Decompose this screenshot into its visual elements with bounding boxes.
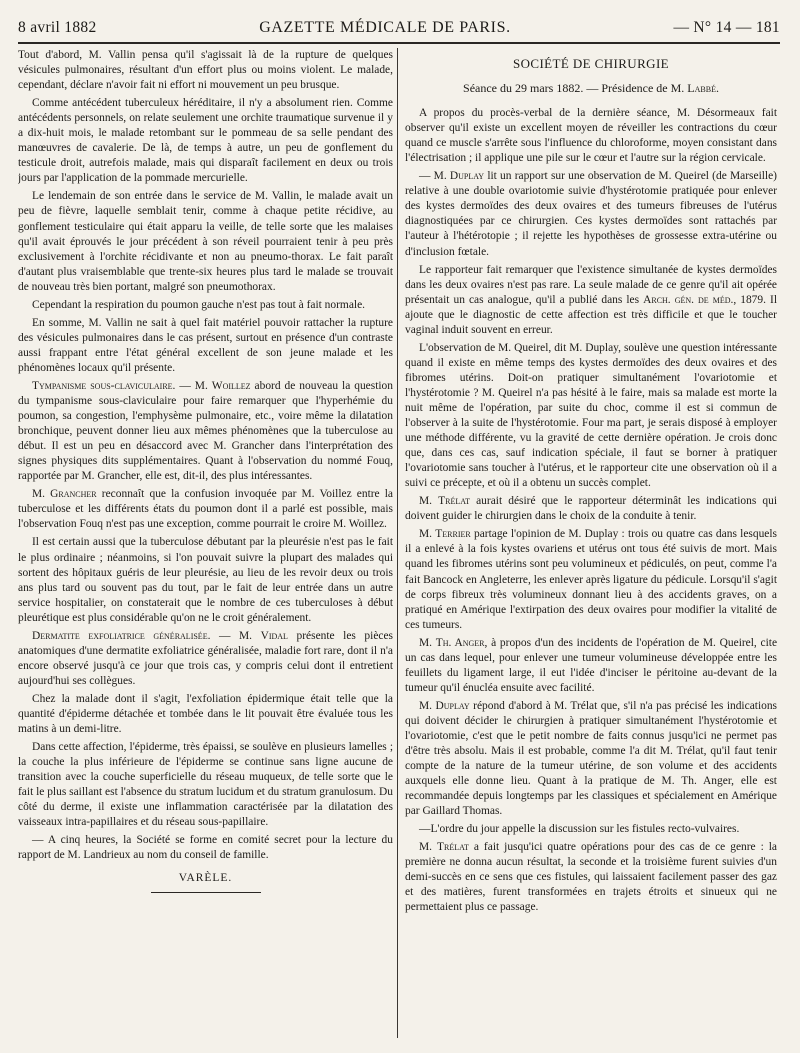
paragraph-text: présente les pièces anatomiques d'une dermatite exfoliatrice généralisée, maladie fort rare, dont il n'a encore observé jusqu'à ce jour que trois cas, y compris celui dont il entretient aujourd'hui ses collègues. xyxy=(18,629,393,687)
paragraph: —L'ordre du jour appelle la discussion sur les fistules recto-vulvaires. xyxy=(419,823,740,836)
author-name: Duplay xyxy=(435,699,470,712)
journal-reference: Arch. gén. de méd. xyxy=(643,293,734,306)
paragraph-anger: M. Th. Anger, à propos d'un des incidents de l'opération de M. Queirel, cite un cas dans lequel, pour enlever une tumeur volumineuse développée entre les feuillets du ligament large, il eut l'idée d'inciser le péritoine au-devant de la tumeur qu'il énucléa ensuite avec facilité. xyxy=(405,636,777,694)
right-column xyxy=(405,48,777,1038)
paragraph-text: partage l'opinion de M. Duplay : trois ou quatre cas dans lesquels il a enlevé à la fois kystes ovariens et utérus ont tous été suivis de mort. Mais quand les fibromes utérins sont peu volumineux et pédiculés, on peut, comme l'a fait Bancock en Angleterre, les enlever après ligature du pédicule. Lorsqu'il s'agit de corps fibreux très volumineux donnant lieu à des accidents graves, on a pratiqué en Amérique l'extirpation des deux ovaires pour modifier la vitalité de ces tumeurs. xyxy=(405,528,777,631)
left-column xyxy=(18,48,393,1038)
column-divider xyxy=(397,48,398,1038)
paragraph-text: abord de nouveau la question du tympanisme sous-claviculaire pour faire remarquer que l'hyperhémie du poumon, sa congestion, l'emphysème pulmonaire, etc., voire même la dilatation bronchique, peuvent donner lieu aux mêmes phénomènes que la tuberculose au début. Il est un peu en désaccord avec M. Grancher dans l'interprétation des signes physiques dits supplémentaires. Quant à l'observation du nommé Fouq, rapportée par M. Grancher, elle est, dit-il, des plus intéressantes. xyxy=(18,379,393,483)
paragraph: En somme, M. Vallin ne sait à quel fait matériel pouvoir rattacher la rupture des vésicules pulmonaires dans le cas présent, surtout en présence d'un contraste aussi frappant entre l'état général excellent de son jeune malade et les phénomènes locaux qu'il présente. xyxy=(18,316,393,374)
paragraph: Cependant la respiration du poumon gauche n'est pas tout à fait normale. xyxy=(32,298,366,311)
paragraph: Chez la malade dont il s'agit, l'exfoliation épidermique était telle que la quantité d'épiderme détachée et tombée dans le lit pouvait être évaluée tous les matins à un demi-litre. xyxy=(18,692,393,736)
paragraph-duplay: — M. Duplay lit un rapport sur une observation de M. Queirel (de Marseille) relative à une double ovariotomie suivie d'hystérotomie pratiquée pour enlever des kystes dermoïdes des deux ovaires et des tumeurs fibreuses de l'utérus diagnostiquées par ce chirurgien. Ces kystes dermoïdes sont rattachés par l'auteur à l'hétérotopie ; il rejette les hypothèses de grossesse extra-utérine ou d'inclusion fœtale. xyxy=(405,170,777,258)
paragraph-terrier: M. Terrier partage l'opinion de M. Duplay : trois ou quatre cas dans lesquels il a enlevé à la fois kystes ovariens et utérus ont tous été suivis de mort. Mais quand les fibromes utérins sont peu volumineux et pédiculés, on peut, comme l'a fait Bancock en Angleterre, les enlever après ligature du pédicule. Lorsqu'il s'agit de corps fibreux très volumineux donnant lieu à des accidents graves, on a pratiqué en Amérique l'extirpation des deux ovaires pour modifier la vitalité de ces tumeurs. xyxy=(405,528,777,631)
header-date: 8 avril 1882 xyxy=(18,19,97,36)
author-name: Vidal xyxy=(260,629,288,642)
paragraph-text: , à propos d'un des incidents de l'opération de M. Queirel, cite un cas dans lequel, pour enlever une tumeur volumineuse développée entre les feuillets du ligament large, il eut l'idée d'inciser le péritoine au-devant de la tumeur qu'il énucléa ensuite avec facilité. xyxy=(405,636,777,694)
author-name: Trélat xyxy=(438,495,470,508)
paragraph-dermatite: Dermatite exfoliatrice généralisée. — M. Vidal présente les pièces anatomiques d'une dermatite exfoliatrice généralisée, maladie fort rare, dont il n'a encore observé jusqu'à ce jour que trois cas, y compris celui dont il entretient aujourd'hui ses collègues. xyxy=(18,629,393,687)
paragraph-rapporteur: Le rapporteur fait remarquer que l'existence simultanée de kystes dermoïdes dans les deux ovaires n'est pas rare. La seule malade de ce genre qu'il ait opérée présentait un cas analogue, qu'il a publié dans les Arch. gén. de méd., 1879. Il ajoute que le diagnostic de cette affection est très difficile et que le toucher vaginal induit souvent en erreur. xyxy=(405,263,777,336)
paragraph: Comme antécédent tuberculeux héréditaire, il n'y a absolument rien. Comme antécédents personnels, on relate seulement une orchite traumatique survenue il y a dix-huit mois, le malade retombant sur le pommeau de sa selle pendant des manœuvres de cavalerie. De là, de temps à autre, un peu de gonflement du testicule droit, autrefois malade, mais qui disparaît facilement en deux ou trois jours par l'application de la pommade mercurielle. xyxy=(18,97,393,185)
signature: VARÈLE. xyxy=(178,872,233,885)
author-name: Trélat xyxy=(437,841,469,854)
issue-page-number: — N° 14 — 181 xyxy=(673,19,780,36)
subsection-heading: Tympanisme sous-claviculaire. xyxy=(32,379,176,392)
author-name: Grancher xyxy=(50,488,97,501)
paragraph-grancher: M. Grancher reconnaît que la confusion invoquée par M. Voillez entre la tuberculose et les différents états du poumon dont il a parlé est possible, mais l'observation Fouq n'est pas une exception, comme pourrait le croire M. Woillez. xyxy=(18,488,393,531)
paragraph: Le lendemain de son entrée dans le service de M. Vallin, le malade avait un peu de fièvre, laquelle semblait tenir, comme à chaque petite récidive, au gonflement testiculaire qui était apparu la veille, de telle sorte que les malaises qu'il avait éprouvés le jour précédent à son réveil pourraient tenir à peu près exclusivement à l'orchite récidivante et non au pneumo-thorax. Le fait paraît d'autant plus vraisemblable que trente-six heures plus tard le malade se trouvait de nouveau très bien portant, malgré son pneumothorax. xyxy=(18,190,393,293)
header-rule xyxy=(18,42,780,44)
journal-title: GAZETTE MÉDICALE DE PARIS. xyxy=(259,19,511,36)
page-header xyxy=(18,16,780,40)
author-name: Terrier xyxy=(435,528,471,541)
paragraph: — A cinq heures, la Société se forme en comité secret pour la lecture du rapport de M. Landrieux au nom du conseil de famille. xyxy=(18,834,393,862)
president-name: Labbé xyxy=(687,81,716,96)
paragraph-text: lit un rapport sur une observation de M. Queirel (de Marseille) relative à une double ovariotomie suivie d'hystérotomie pratiquée pour enlever des kystes dermoïdes des deux ovaires et des tumeurs fibreuses de l'utérus diagnostiquées par ce chirurgien. Ces kystes dermoïdes sont rattachés par l'auteur à l'hétérotopie ; il rejette les hypothèses de grossesse extra-utérine ou d'inclusion fœtale. xyxy=(405,170,777,258)
author-name: Th. Anger xyxy=(435,636,485,649)
paragraph-tympanisme: Tympanisme sous-claviculaire. — M. Woillez abord de nouveau la question du tympanisme sous-claviculaire pour faire remarquer que l'hyperhémie du poumon, sa congestion, l'emphysème pulmonaire, etc., voire même la dilatation bronchique, peuvent donner lieu aux mêmes phénomènes que la tuberculose au début. Il est un peu en désaccord avec M. Grancher dans l'interprétation des signes physiques dits supplémentaires. Quant à l'observation du nommé Fouq, rapportée par M. Grancher, elle est, dit-il, des plus intéressantes. xyxy=(18,379,393,483)
paragraph-trelat-fistules: M. Trélat a fait jusqu'ici quatre opérations pour des cas de ce genre : la première ne donna aucun résultat, la seconde et la troisième furent suivies d'un demi-succès en ce sens que ces fistules, qui laissaient facilement passer des gaz et des matières, furent transformées en trajets étroits et sinueux qui ne permettaient plus ce passage. xyxy=(405,841,777,914)
paragraph: Dans cette affection, l'épiderme, très épaissi, se soulève en plusieurs lamelles ; la couche la plus inférieure de l'épiderme se continue sans ligne aucune de transition avec la couche superficielle du réseau muqueux, de telle sorte que le fait le plus saillant est l'absence du stratum lucidum et du stratum granulosum. Du côté du derme, il existe une inflammation caractérisée par la dilatation des vaisseaux intra-papillaires et du réseau sous-papillaire. xyxy=(18,741,393,829)
author-name: Woillez xyxy=(211,379,251,392)
paragraph-text: répond d'abord à M. Trélat que, s'il n'a pas précisé les indications qui doivent décider le chirurgien à pratiquer simultanément l'hystérotomie et l'ovariotomie, c'est que le petit nombre de faits connus jusqu'ici ne permet pas d'être très absolu. Mais il est probable, comme l'a dit M. Trélat, qu'il faut tenir compte de la nature de la tumeur utérine, de son volume et des accidents auxquels elle donne lieu. Quant à la pratique de M. Th. Anger, elle est recommandée depuis longtemps par les classiques et spécialement en Amérique par Gaillard Thomas. xyxy=(405,699,777,818)
paragraph-trelat: M. Trélat aurait désiré que le rapporteur déterminât les indications qui doivent guider le chirurgien dans le choix de la conduite à tenir. xyxy=(405,495,777,523)
section-subtitle: Séance du 29 mars 1882. — Présidence de M. Labbé. xyxy=(463,81,719,96)
subsection-heading: Dermatite exfoliatrice généralisée. xyxy=(32,629,211,642)
closing-rule xyxy=(151,892,261,893)
author-name: Duplay xyxy=(449,170,485,183)
paragraph: A propos du procès-verbal de la dernière séance, M. Désormeaux fait observer qu'il existe un excellent moyen de réveiller les contractions du cœur quand ce muscle s'arrête sous l'influence du chloroforme, moyen consistant dans l'électrisation ; il applique une pile sur le cœur et l'autre sur la région cervicale. xyxy=(405,107,777,165)
paragraph-duplay-reply: M. Duplay répond d'abord à M. Trélat que, s'il n'a pas précisé les indications qui doivent décider le chirurgien à pratiquer simultanément l'hystérotomie et l'ovariotomie, c'est que le petit nombre de faits connus jusqu'ici ne permet pas d'être très absolu. Mais il est probable, comme l'a dit M. Trélat, qu'il faut tenir compte de la nature de la tumeur utérine, de son volume et des accidents auxquels elle donne lieu. Quant à la pratique de M. Th. Anger, elle est recommandée depuis longtemps par les classiques et spécialement en Amérique par Gaillard Thomas. xyxy=(405,699,777,818)
paragraph-text: aurait désiré que le rapporteur déterminât les indications qui doivent guider le chirurgien dans le choix de la conduite à tenir. xyxy=(405,495,777,523)
paragraph: Tout d'abord, M. Vallin pensa qu'il s'agissait là de la rupture de quelques vésicules pulmonaires, résultant d'un effort plus ou moins violent. Le malade, cependant, déclare n'avoir fait ni effort ni mouvement un peu brusque. xyxy=(18,49,393,92)
paragraph-text: a fait jusqu'ici quatre opérations pour des cas de ce genre : la première ne donna aucun résultat, la seconde et la troisième furent suivies d'un demi-succès en ce sens que ces fistules, qui laissaient facilement passer des gaz et des matières, furent transformées en trajets étroits et sinueux qui ne permettaient plus ce passage. xyxy=(405,841,777,914)
section-title: SOCIÉTÉ DE CHIRURGIE xyxy=(512,56,670,71)
paragraph-text: reconnaît que la confusion invoquée par M. Voillez entre la tuberculose et les différents états du poumon dont il a parlé est possible, mais l'observation Fouq n'est pas une exception, comme pourrait le croire M. Woillez. xyxy=(18,488,393,531)
paragraph: Il est certain aussi que la tuberculose débutant par la pleurésie n'est pas le fait le plus ordinaire ; néanmoins, si l'on pouvait suivre la plupart des malades qui sortent des hôpitaux guéris de leur pleurésie, au lieu de les revoir deux ou trois ans plus tard ou souvent pas du tout, par le fait de leur entrée dans un autre service hospitalier, on constaterait que le nombre de ces tuberculoses à début pleurétique est plus considérable qu'on ne le croit généralement. xyxy=(18,536,393,624)
paragraph: L'observation de M. Queirel, dit M. Duplay, soulève une question intéressante quand il existe en même temps des kystes dermoïdes des deux ovaires et des fibromes utérins. Doit-on pratiquer simultanément l'ovariotomie et l'hystérotomie ? M. Queirel n'a pas hésité à le faire, mais sa malade est morte la nuit même de l'opération, par suite du choc, comme il est si commun de l'observer à la suite de l'hystérotomie. Four ma part, je serais disposé à employer une méthode différente, vu la gravité de cette dernière opération. Je crois donc que, dans ces cas, sauf indication spéciale, il faut se borner à pratiquer l'ovariotomie sans toucher à l'utérus, et le rapporteur cite une observation où il a suivi ce précepte, et où il a obtenu un succès complet. xyxy=(405,341,777,490)
